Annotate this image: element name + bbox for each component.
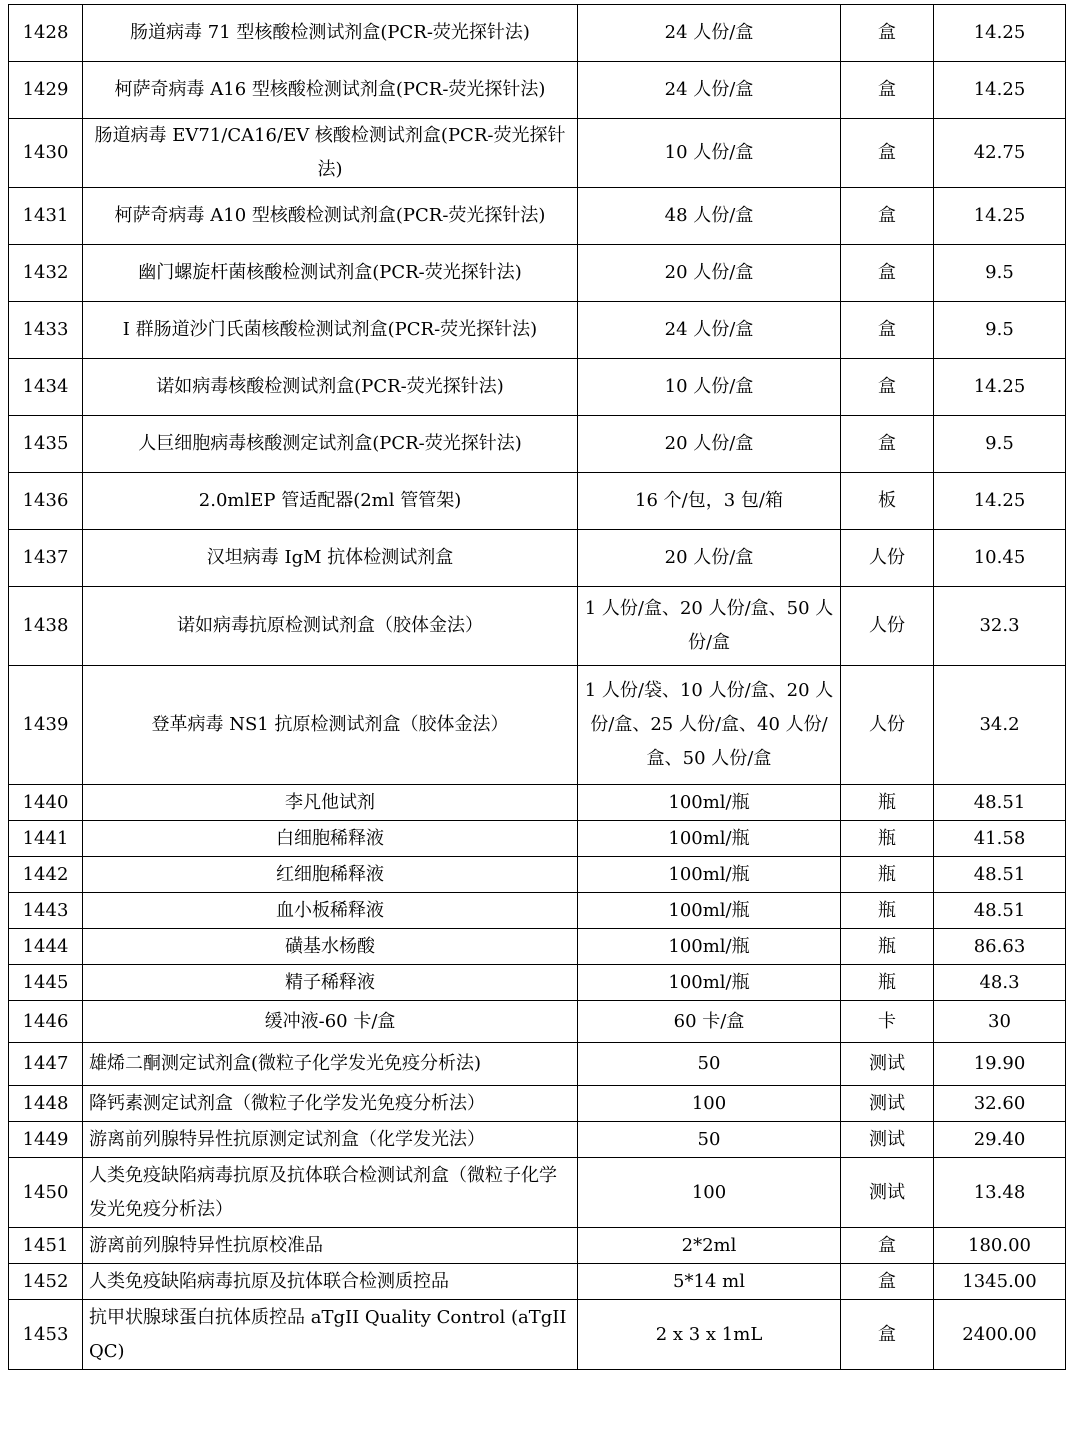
item-name-cell: 人类免疫缺陷病毒抗原及抗体联合检测试剂盒（微粒子化学发光免疫分析法） [83,1158,578,1228]
item-number-cell: 1452 [9,1264,83,1300]
item-number-cell: 1445 [9,965,83,1001]
item-price-cell: 41.58 [934,821,1066,857]
item-name-cell: 柯萨奇病毒 A10 型核酸检测试剂盒(PCR-荧光探针法) [83,188,578,245]
item-name-cell: 2.0mlEP 管适配器(2ml 管管架) [83,473,578,530]
item-price-cell: 48.51 [934,857,1066,893]
table-row [9,1264,1066,1300]
item-unit-cell: 瓶 [841,821,934,857]
table-row [9,929,1066,965]
item-spec-cell: 50 [578,1122,841,1158]
table-row [9,1043,1066,1086]
table-row [9,245,1066,302]
table-row [9,587,1066,666]
item-unit-cell: 测试 [841,1043,934,1086]
item-name-cell: 精子稀释液 [83,965,578,1001]
item-spec-cell: 10 人份/盒 [578,359,841,416]
item-unit-cell: 人份 [841,587,934,666]
item-spec-cell: 5*14 ml [578,1264,841,1300]
item-price-cell: 9.5 [934,245,1066,302]
table-row [9,965,1066,1001]
item-price-cell: 13.48 [934,1158,1066,1228]
item-name-cell: 游离前列腺特异性抗原校准品 [83,1228,578,1264]
item-unit-cell: 测试 [841,1086,934,1122]
item-price-cell: 34.2 [934,666,1066,785]
item-unit-cell: 盒 [841,5,934,62]
item-spec-cell: 100ml/瓶 [578,857,841,893]
item-unit-cell: 瓶 [841,929,934,965]
item-price-cell: 48.51 [934,785,1066,821]
item-number-cell: 1443 [9,893,83,929]
item-spec-cell: 24 人份/盒 [578,5,841,62]
item-unit-cell: 人份 [841,530,934,587]
item-price-cell: 42.75 [934,119,1066,188]
item-name-cell: 雄烯二酮测定试剂盒(微粒子化学发光免疫分析法) [83,1043,578,1086]
item-spec-cell: 100ml/瓶 [578,785,841,821]
item-spec-cell: 48 人份/盒 [578,188,841,245]
item-name-cell: 人类免疫缺陷病毒抗原及抗体联合检测质控品 [83,1264,578,1300]
item-price-cell: 32.3 [934,587,1066,666]
item-name-cell: 登革病毒 NS1 抗原检测试剂盒（胶体金法） [83,666,578,785]
item-unit-cell: 测试 [841,1122,934,1158]
item-price-cell: 10.45 [934,530,1066,587]
item-number-cell: 1432 [9,245,83,302]
item-name-cell: 游离前列腺特异性抗原测定试剂盒（化学发光法） [83,1122,578,1158]
item-unit-cell: 盒 [841,62,934,119]
item-price-cell: 48.51 [934,893,1066,929]
item-spec-cell: 100 [578,1086,841,1122]
item-number-cell: 1429 [9,62,83,119]
item-number-cell: 1435 [9,416,83,473]
item-number-cell: 1446 [9,1001,83,1043]
item-unit-cell: 测试 [841,1158,934,1228]
item-number-cell: 1442 [9,857,83,893]
item-price-cell: 86.63 [934,929,1066,965]
item-number-cell: 1428 [9,5,83,62]
item-price-cell: 2400.00 [934,1300,1066,1370]
item-price-cell: 48.3 [934,965,1066,1001]
item-name-cell: I 群肠道沙门氏菌核酸检测试剂盒(PCR-荧光探针法) [83,302,578,359]
item-number-cell: 1447 [9,1043,83,1086]
item-number-cell: 1450 [9,1158,83,1228]
item-number-cell: 1439 [9,666,83,785]
item-number-cell: 1451 [9,1228,83,1264]
item-name-cell: 李凡他试剂 [83,785,578,821]
item-name-cell: 汉坦病毒 IgM 抗体检测试剂盒 [83,530,578,587]
item-name-cell: 缓冲液-60 卡/盒 [83,1001,578,1043]
item-spec-cell: 10 人份/盒 [578,119,841,188]
item-name-cell: 人巨细胞病毒核酸测定试剂盒(PCR-荧光探针法) [83,416,578,473]
table-row [9,785,1066,821]
item-unit-cell: 卡 [841,1001,934,1043]
item-name-cell: 诺如病毒抗原检测试剂盒（胶体金法） [83,587,578,666]
item-name-cell: 磺基水杨酸 [83,929,578,965]
table-row [9,857,1066,893]
table-row [9,473,1066,530]
item-spec-cell: 50 [578,1043,841,1086]
table-row [9,359,1066,416]
table-row [9,62,1066,119]
item-number-cell: 1448 [9,1086,83,1122]
item-spec-cell: 2*2ml [578,1228,841,1264]
item-name-cell: 肠道病毒 71 型核酸检测试剂盒(PCR-荧光探针法) [83,5,578,62]
item-price-cell: 14.25 [934,62,1066,119]
item-price-cell: 14.25 [934,188,1066,245]
item-spec-cell: 24 人份/盒 [578,302,841,359]
item-price-cell: 14.25 [934,359,1066,416]
item-price-cell: 30 [934,1001,1066,1043]
item-unit-cell: 瓶 [841,893,934,929]
item-number-cell: 1440 [9,785,83,821]
table-body [9,5,1066,1370]
item-spec-cell: 1 人份/盒、20 人份/盒、50 人份/盒 [578,587,841,666]
table-row [9,1001,1066,1043]
table-row [9,821,1066,857]
item-name-cell: 肠道病毒 EV71/CA16/EV 核酸检测试剂盒(PCR-荧光探针法) [83,119,578,188]
item-unit-cell: 盒 [841,359,934,416]
item-unit-cell: 瓶 [841,785,934,821]
item-unit-cell: 板 [841,473,934,530]
item-spec-cell: 20 人份/盒 [578,530,841,587]
item-unit-cell: 盒 [841,1228,934,1264]
item-spec-cell: 2 x 3 x 1mL [578,1300,841,1370]
item-price-cell: 9.5 [934,302,1066,359]
table-row [9,1158,1066,1228]
item-unit-cell: 盒 [841,302,934,359]
item-unit-cell: 盒 [841,119,934,188]
item-unit-cell: 人份 [841,666,934,785]
table-row [9,302,1066,359]
item-spec-cell: 1 人份/袋、10 人份/盒、20 人份/盒、25 人份/盒、40 人份/盒、50 人份/盒 [578,666,841,785]
item-name-cell: 白细胞稀释液 [83,821,578,857]
item-spec-cell: 24 人份/盒 [578,62,841,119]
item-number-cell: 1433 [9,302,83,359]
item-spec-cell: 100ml/瓶 [578,893,841,929]
item-unit-cell: 盒 [841,245,934,302]
table-row [9,1122,1066,1158]
table-row [9,666,1066,785]
item-name-cell: 幽门螺旋杆菌核酸检测试剂盒(PCR-荧光探针法) [83,245,578,302]
item-name-cell: 柯萨奇病毒 A16 型核酸检测试剂盒(PCR-荧光探针法) [83,62,578,119]
item-unit-cell: 盒 [841,188,934,245]
item-unit-cell: 瓶 [841,965,934,1001]
item-name-cell: 血小板稀释液 [83,893,578,929]
table-row [9,119,1066,188]
item-unit-cell: 盒 [841,1300,934,1370]
item-name-cell: 抗甲状腺球蛋白抗体质控品 aTgII Quality Control (aTgII QC) [83,1300,578,1370]
item-spec-cell: 20 人份/盒 [578,416,841,473]
item-number-cell: 1438 [9,587,83,666]
table-row [9,416,1066,473]
item-spec-cell: 20 人份/盒 [578,245,841,302]
item-spec-cell: 16 个/包，3 包/箱 [578,473,841,530]
item-unit-cell: 盒 [841,1264,934,1300]
table-row [9,5,1066,62]
table-row [9,1228,1066,1264]
item-spec-cell: 100 [578,1158,841,1228]
item-price-cell: 9.5 [934,416,1066,473]
item-price-cell: 29.40 [934,1122,1066,1158]
item-spec-cell: 100ml/瓶 [578,821,841,857]
item-number-cell: 1444 [9,929,83,965]
item-number-cell: 1453 [9,1300,83,1370]
item-name-cell: 降钙素测定试剂盒（微粒子化学发光免疫分析法） [83,1086,578,1122]
table-row [9,1086,1066,1122]
item-price-cell: 1345.00 [934,1264,1066,1300]
item-spec-cell: 100ml/瓶 [578,965,841,1001]
item-number-cell: 1430 [9,119,83,188]
item-price-cell: 19.90 [934,1043,1066,1086]
table-row [9,893,1066,929]
item-unit-cell: 盒 [841,416,934,473]
item-name-cell: 诺如病毒核酸检测试剂盒(PCR-荧光探针法) [83,359,578,416]
reagent-price-table [8,4,1066,1370]
table-row [9,1300,1066,1370]
table-row [9,530,1066,587]
item-price-cell: 14.25 [934,473,1066,530]
item-spec-cell: 60 卡/盒 [578,1001,841,1043]
item-spec-cell: 100ml/瓶 [578,929,841,965]
item-number-cell: 1436 [9,473,83,530]
item-price-cell: 180.00 [934,1228,1066,1264]
item-number-cell: 1431 [9,188,83,245]
item-name-cell: 红细胞稀释液 [83,857,578,893]
item-price-cell: 14.25 [934,5,1066,62]
item-number-cell: 1441 [9,821,83,857]
item-price-cell: 32.60 [934,1086,1066,1122]
item-number-cell: 1437 [9,530,83,587]
item-number-cell: 1434 [9,359,83,416]
table-row [9,188,1066,245]
item-number-cell: 1449 [9,1122,83,1158]
item-unit-cell: 瓶 [841,857,934,893]
